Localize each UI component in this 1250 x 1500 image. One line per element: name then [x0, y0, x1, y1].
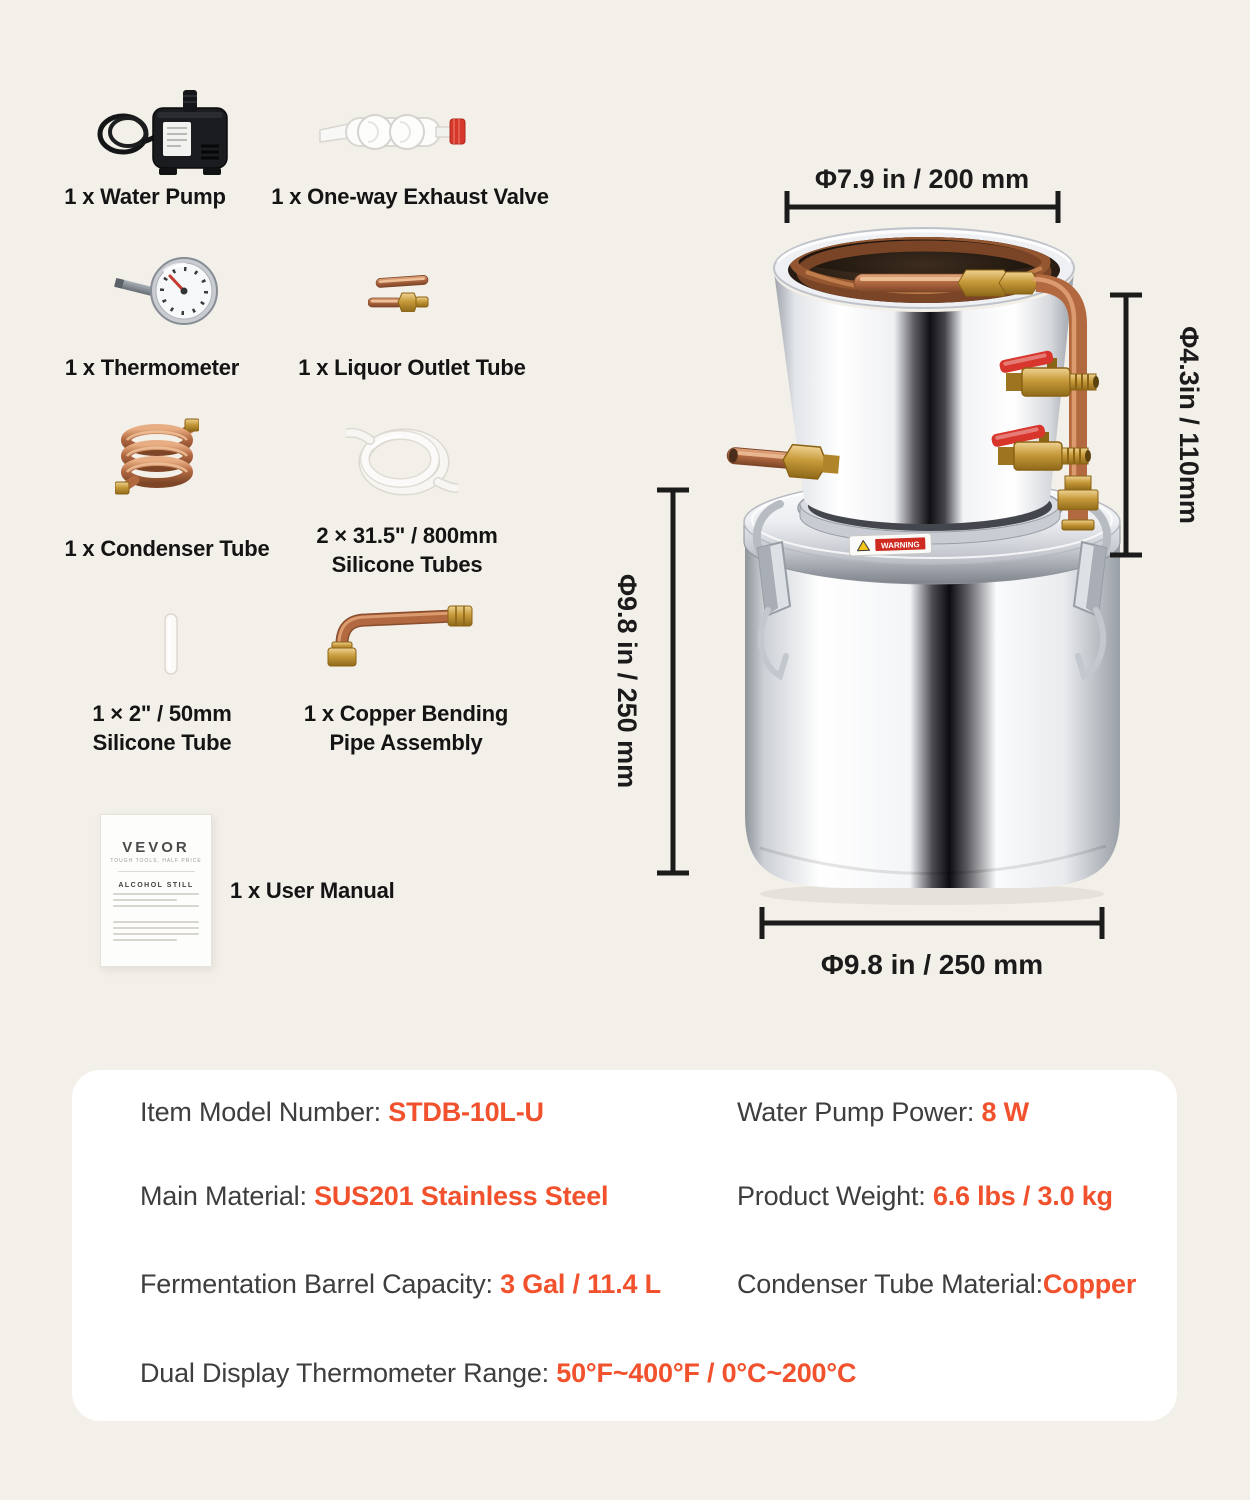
spec-water-pump-power: Water Pump Power: 8 W	[737, 1097, 1029, 1127]
kit-item-label-thermometer: 1 x Thermometer	[64, 355, 240, 380]
dimension-bottom-diameter: Φ9.8 in / 250 mm	[820, 949, 1044, 980]
manual-brand-logo: VEVOR	[122, 839, 190, 856]
one-way-exhaust-valve-icon	[318, 104, 468, 159]
spec-product-weight: Product Weight: 6.6 lbs / 3.0 kg	[737, 1181, 1113, 1211]
manual-text-bar	[113, 893, 199, 895]
kit-item-label-condenser-tube: 1 x Condenser Tube	[64, 536, 270, 561]
kit-item-label-liquor-outlet-tube: 1 x Liquor Outlet Tube	[298, 355, 526, 380]
alcohol-still-product-image	[560, 150, 1250, 1020]
kit-item-label-copper-bending-pipe: 1 x Copper Bending Pipe Assembly	[303, 701, 509, 755]
manual-tagline: TOUGH TOOLS, HALF PRICE	[110, 858, 202, 864]
liquor-outlet-tube-icon	[368, 272, 434, 312]
manual-text-bar	[113, 921, 199, 923]
spec-condenser-tube-material: Condenser Tube Material:Copper	[737, 1269, 1137, 1299]
manual-text-bar	[113, 899, 177, 901]
manual-text-bar	[113, 905, 199, 907]
silicone-tubes-icon	[346, 420, 458, 498]
manual-text-bar	[113, 933, 199, 935]
manual-title: ALCOHOL STILL	[118, 882, 194, 889]
kit-item-label-user-manual: 1 x User Manual	[230, 878, 395, 903]
spec-fermentation-barrel-capacity: Fermentation Barrel Capacity: 3 Gal / 11.4 L	[140, 1269, 661, 1299]
manual-divider	[118, 871, 195, 872]
kit-item-label-silicone-tubes: 2 × 31.5" / 800mm Silicone Tubes	[316, 523, 498, 577]
spec-card	[72, 1070, 1177, 1421]
still-body	[726, 228, 1120, 905]
thermometer-icon	[112, 254, 222, 329]
copper-bending-pipe-icon	[322, 604, 474, 668]
silicone-tube-small-icon	[163, 613, 179, 675]
dimension-upper-pot-height: Φ4.3in / 110mm	[1174, 326, 1204, 524]
dimension-top-diameter: Φ7.9 in / 200 mm	[814, 164, 1030, 194]
dimension-lower-pot-height: Φ9.8 in / 250 mm	[612, 573, 642, 789]
kit-item-label-silicone-tube-small: 1 × 2" / 50mm Silicone Tube	[92, 701, 232, 755]
warning-sticker	[849, 533, 932, 556]
manual-text-bar	[113, 939, 177, 941]
spec-thermometer-range: Dual Display Thermometer Range: 50°F~400°F / 0°C~200°C	[140, 1358, 857, 1388]
condenser-tube-icon	[115, 418, 199, 502]
kit-item-label-water-pump: 1 x Water Pump	[64, 184, 226, 209]
water-pump-icon	[95, 88, 235, 178]
warning-sticker-text: WARNING	[880, 540, 920, 551]
manual-text-bar	[113, 927, 199, 929]
kit-item-label-exhaust-valve: 1 x One-way Exhaust Valve	[271, 184, 549, 209]
spec-item-model-number: Item Model Number: STDB-10L-U	[140, 1097, 544, 1127]
spec-main-material: Main Material: SUS201 Stainless Steel	[140, 1181, 609, 1211]
user-manual-booklet	[100, 814, 212, 967]
